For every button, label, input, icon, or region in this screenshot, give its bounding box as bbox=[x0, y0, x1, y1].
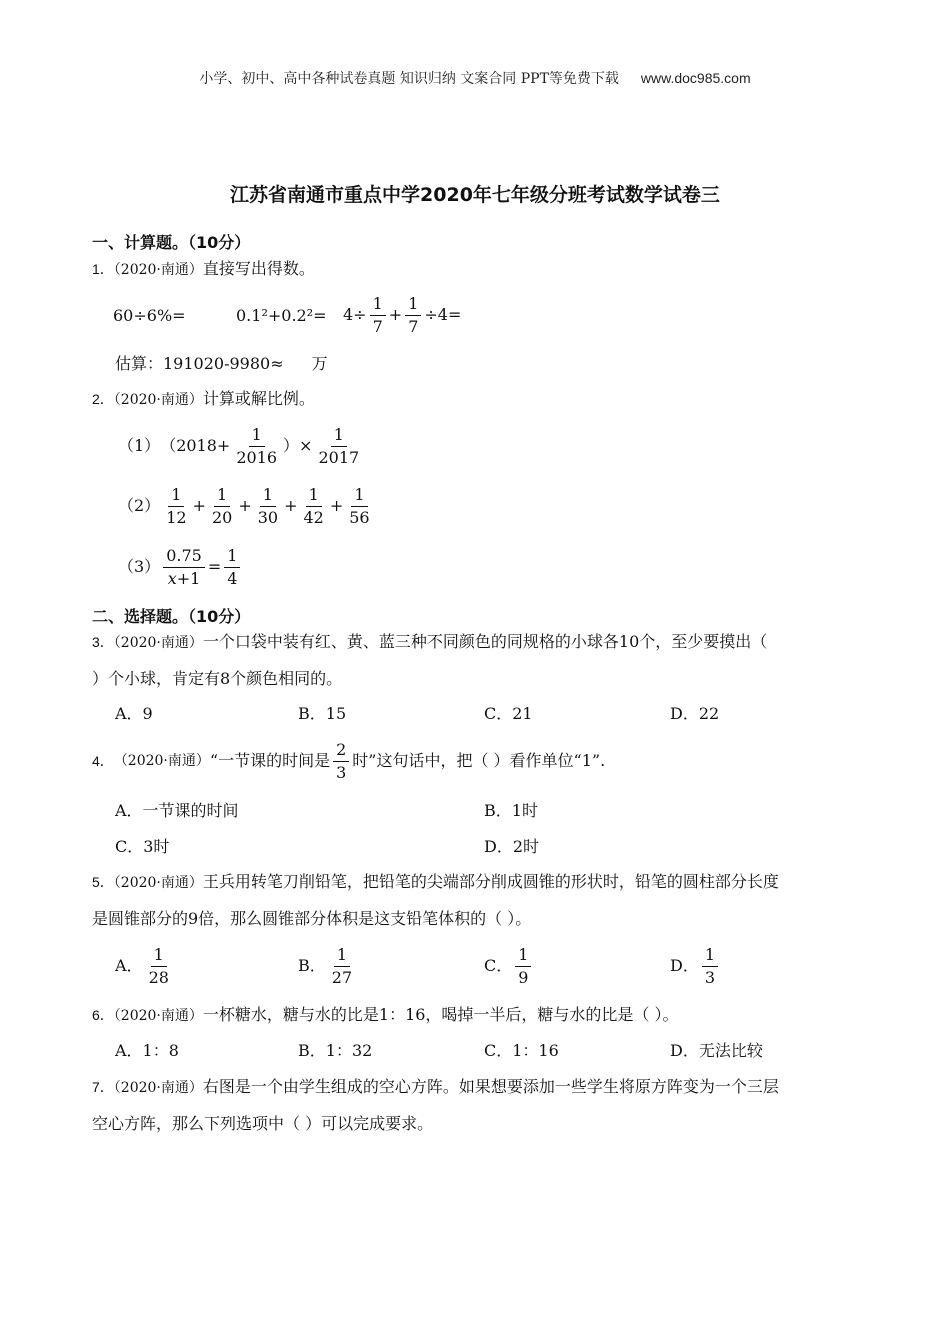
denominator: 9 bbox=[518, 967, 529, 987]
numerator: 1 bbox=[331, 426, 347, 447]
option-b[interactable]: B．1时 bbox=[484, 801, 538, 820]
q1-expr-3 bbox=[343, 295, 461, 335]
denominator: 7 bbox=[372, 316, 383, 336]
numerator: 1 bbox=[405, 295, 421, 316]
fraction bbox=[233, 426, 280, 466]
option-d[interactable]: D．22 bbox=[670, 704, 720, 723]
numerator: 1 bbox=[260, 486, 276, 507]
option-label: A． bbox=[115, 956, 143, 976]
q2-part-3 bbox=[118, 547, 243, 587]
fraction bbox=[163, 486, 189, 526]
question-stem-b: 时”这句话中，把（ ）看作单位“1”. bbox=[352, 751, 606, 771]
part-label: （2） bbox=[118, 496, 161, 516]
header-text: 小学、初中、高中各种试卷真题 知识归纳 文案合同 PPT等免费下载 bbox=[199, 71, 619, 87]
question-stem-line-2: ）个小球，肯定有8个颜色相同的。 bbox=[92, 669, 343, 688]
question-stem: 一杯糖水，糖与水的比是1：16，喝掉一半后，糖与水的比是（ ）。 bbox=[202, 1005, 679, 1024]
q2-part-1 bbox=[118, 426, 365, 466]
question-number: 4． bbox=[92, 753, 114, 770]
question-source: （2020·南通） bbox=[113, 262, 203, 278]
denominator: 42 bbox=[303, 507, 324, 527]
question-7 bbox=[92, 1079, 779, 1095]
q1-expr-2: 0.1²+0.2²= bbox=[236, 306, 327, 325]
plus-sign: + bbox=[192, 496, 206, 516]
question-number: 3． bbox=[92, 634, 114, 650]
expr-text: （2018+ bbox=[160, 436, 231, 456]
question-source: （2020·南通） bbox=[113, 1008, 203, 1024]
option-c[interactable]: C．21 bbox=[484, 704, 533, 723]
denominator bbox=[165, 568, 204, 588]
option-b[interactable] bbox=[298, 946, 358, 986]
option-label: D． bbox=[670, 956, 699, 976]
fraction bbox=[405, 295, 421, 335]
question-source: （2020·南通） bbox=[113, 753, 210, 770]
option-a[interactable]: A．1：8 bbox=[115, 1041, 179, 1060]
section-heading-calc: 一、计算题。（10分） bbox=[92, 233, 251, 252]
question-stem-line-1: 右图是一个由学生组成的空心方阵。如果想要添加一些学生将原方阵变为一个三层 bbox=[202, 1077, 779, 1096]
fraction bbox=[146, 946, 172, 986]
option-d[interactable]: D．2时 bbox=[484, 837, 540, 856]
fraction bbox=[515, 946, 531, 986]
question-stem-line-1: 王兵用转笔刀削铅笔，把铅笔的尖端部分削成圆锥的形状时，铅笔的圆柱部分长度 bbox=[202, 872, 779, 891]
page-title: 江苏省南通市重点中学2020年七年级分班考试数学试卷三 bbox=[230, 184, 720, 206]
option-a[interactable] bbox=[115, 946, 175, 986]
question-number: 5． bbox=[92, 874, 114, 890]
question-2 bbox=[92, 391, 315, 407]
part-label: （1） bbox=[118, 436, 161, 456]
plus-sign: + bbox=[284, 496, 298, 516]
fraction bbox=[329, 946, 355, 986]
estimate-unit: 万 bbox=[311, 354, 328, 373]
numerator: 1 bbox=[334, 946, 350, 967]
question-5 bbox=[92, 874, 779, 890]
expr-text: 4÷ bbox=[343, 305, 367, 325]
variable-x: x bbox=[167, 568, 177, 588]
q1-estimate bbox=[115, 356, 328, 372]
numerator: 2 bbox=[333, 741, 349, 762]
question-1 bbox=[92, 261, 315, 277]
denominator: 2017 bbox=[318, 447, 360, 467]
denominator: 3 bbox=[336, 762, 347, 782]
denominator: 2016 bbox=[236, 447, 278, 467]
section-heading-choice: 二、选择题。（10分） bbox=[92, 607, 251, 626]
option-c[interactable]: C．1：16 bbox=[484, 1041, 559, 1060]
fraction bbox=[300, 486, 326, 526]
fraction bbox=[346, 486, 372, 526]
numerator: 0.75 bbox=[163, 547, 205, 568]
numerator: 1 bbox=[168, 486, 184, 507]
numerator: 1 bbox=[249, 426, 265, 447]
question-number: 2． bbox=[92, 391, 114, 407]
question-stem: 直接写出得数。 bbox=[202, 259, 315, 278]
plus-sign: + bbox=[238, 496, 252, 516]
question-stem-line-2: 空心方阵，那么下列选项中（ ）可以完成要求。 bbox=[92, 1114, 434, 1133]
numerator: 1 bbox=[151, 946, 167, 967]
option-c[interactable] bbox=[484, 946, 534, 986]
question-number: 7． bbox=[92, 1079, 114, 1095]
option-a[interactable]: A．一节课的时间 bbox=[115, 801, 239, 820]
plus-sign: + bbox=[329, 496, 344, 516]
question-source: （2020·南通） bbox=[113, 1080, 203, 1096]
option-label: C． bbox=[484, 956, 513, 976]
denominator: 27 bbox=[331, 967, 353, 987]
denominator: 12 bbox=[166, 507, 187, 527]
denominator: 20 bbox=[211, 507, 233, 527]
denominator: 3 bbox=[704, 967, 716, 987]
option-b[interactable]: B．15 bbox=[298, 704, 347, 723]
denominator: 30 bbox=[257, 507, 279, 527]
question-4 bbox=[92, 741, 605, 781]
q1-expr-1: 60÷6%= bbox=[113, 306, 186, 325]
fraction bbox=[224, 547, 240, 587]
fraction bbox=[209, 486, 235, 526]
denominator-rest: +1 bbox=[176, 568, 201, 588]
fraction bbox=[702, 946, 718, 986]
numerator: 1 bbox=[214, 486, 230, 507]
header-url[interactable]: www.doc985.com bbox=[640, 70, 751, 86]
question-source: （2020·南通） bbox=[113, 635, 203, 651]
question-6 bbox=[92, 1007, 679, 1023]
q2-part-2 bbox=[118, 486, 376, 526]
denominator: 56 bbox=[349, 507, 370, 527]
denominator: 4 bbox=[227, 568, 238, 588]
question-number: 6． bbox=[92, 1007, 114, 1023]
numerator: 1 bbox=[224, 547, 240, 568]
numerator: 1 bbox=[370, 295, 386, 316]
option-b[interactable]: B．1：32 bbox=[298, 1041, 373, 1060]
numerator: 1 bbox=[702, 946, 718, 967]
question-source: （2020·南通） bbox=[113, 392, 203, 408]
part-label: （3） bbox=[118, 557, 161, 577]
question-source: （2020·南通） bbox=[113, 875, 203, 891]
equals-sign: = bbox=[207, 557, 222, 577]
denominator: 7 bbox=[408, 316, 419, 336]
question-number: 1． bbox=[92, 261, 114, 277]
numerator: 1 bbox=[351, 486, 367, 507]
fraction bbox=[163, 547, 205, 587]
fraction bbox=[333, 741, 349, 781]
question-stem: 计算或解比例。 bbox=[202, 389, 315, 408]
plus-sign: + bbox=[388, 305, 403, 325]
numerator: 1 bbox=[515, 946, 531, 967]
estimate-text: 估算：191020-9980≈ bbox=[115, 354, 284, 373]
question-3 bbox=[92, 634, 767, 650]
option-d[interactable] bbox=[670, 946, 721, 986]
option-c[interactable]: C．3时 bbox=[115, 837, 170, 856]
expr-text: ÷4= bbox=[424, 305, 462, 325]
question-stem-line-1: 一个口袋中装有红、黄、蓝三种不同颜色的同规格的小球各10个，至少要摸出（ bbox=[202, 632, 768, 651]
fraction bbox=[370, 295, 386, 335]
site-header bbox=[0, 71, 950, 86]
question-stem-a: “一节课的时间是 bbox=[209, 751, 331, 771]
numerator: 1 bbox=[306, 486, 322, 507]
denominator: 28 bbox=[148, 967, 169, 987]
option-d[interactable]: D．无法比较 bbox=[670, 1041, 763, 1060]
question-stem-line-2: 是圆锥部分的9倍，那么圆锥部分体积是这支铅笔体积的（ ）。 bbox=[92, 909, 532, 928]
expr-text: ）× bbox=[283, 436, 313, 456]
option-a[interactable]: A．9 bbox=[115, 704, 153, 723]
option-label: B． bbox=[298, 956, 326, 976]
fraction bbox=[255, 486, 281, 526]
fraction bbox=[315, 426, 362, 466]
